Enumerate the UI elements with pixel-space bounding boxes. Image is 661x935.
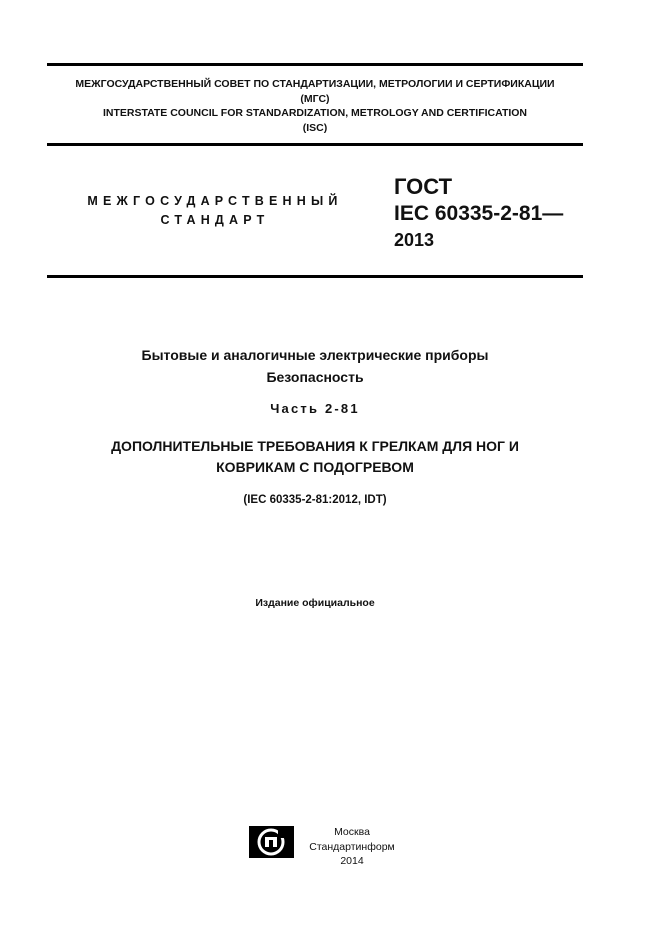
title-line1: Бытовые и аналогичные электрические приборы [141,347,489,363]
council-abbr-ru: (МГС) [300,92,330,105]
requirements-line1: ДОПОЛНИТЕЛЬНЫЕ ТРЕБОВАНИЯ К ГРЕЛКАМ ДЛЯ НОГ И [111,438,519,454]
standard-designation [394,173,563,254]
designation-rule [47,275,583,278]
gost-number: IEC 60335-2-81— [394,202,564,225]
top-rule [47,63,583,66]
publisher-city: Москва [334,826,370,838]
council-header [47,77,583,135]
requirements-line2: КОВРИКАМ С ПОДОГРЕВОМ [216,459,414,475]
part-number: Часть 2-81 [270,401,360,416]
council-name-ru: МЕЖГОСУДАРСТВЕННЫЙ СОВЕТ ПО СТАНДАРТИЗАЦИИ, МЕТРОЛОГИИ И СЕРТИФИКАЦИИ [75,78,555,90]
gost-label: ГОСТ [394,174,453,199]
council-name-en: INTERSTATE COUNCIL FOR STANDARDIZATION, METROLOGY AND CERTIFICATION [102,107,528,119]
requirements-title [47,436,583,478]
publisher-name: Стандартинформ [309,840,395,853]
title-line2: Безопасность [266,369,364,385]
official-edition: Издание официальное [255,597,375,609]
council-abbr-en: (ISC) [302,121,328,134]
standard-type-line1: МЕЖГОСУДАРСТВЕННЫЙ [87,194,343,208]
iec-reference: (IEC 60335-2-81:2012, IDT) [243,494,387,506]
standard-type [70,192,360,230]
council-rule [47,143,583,146]
publisher-year: 2014 [340,855,364,867]
standartinform-logo-icon [249,826,294,858]
standard-type-line2: СТАНДАРТ [160,213,270,227]
gost-year: 2013 [394,230,435,250]
publisher-info [300,825,404,869]
document-title [47,344,583,388]
